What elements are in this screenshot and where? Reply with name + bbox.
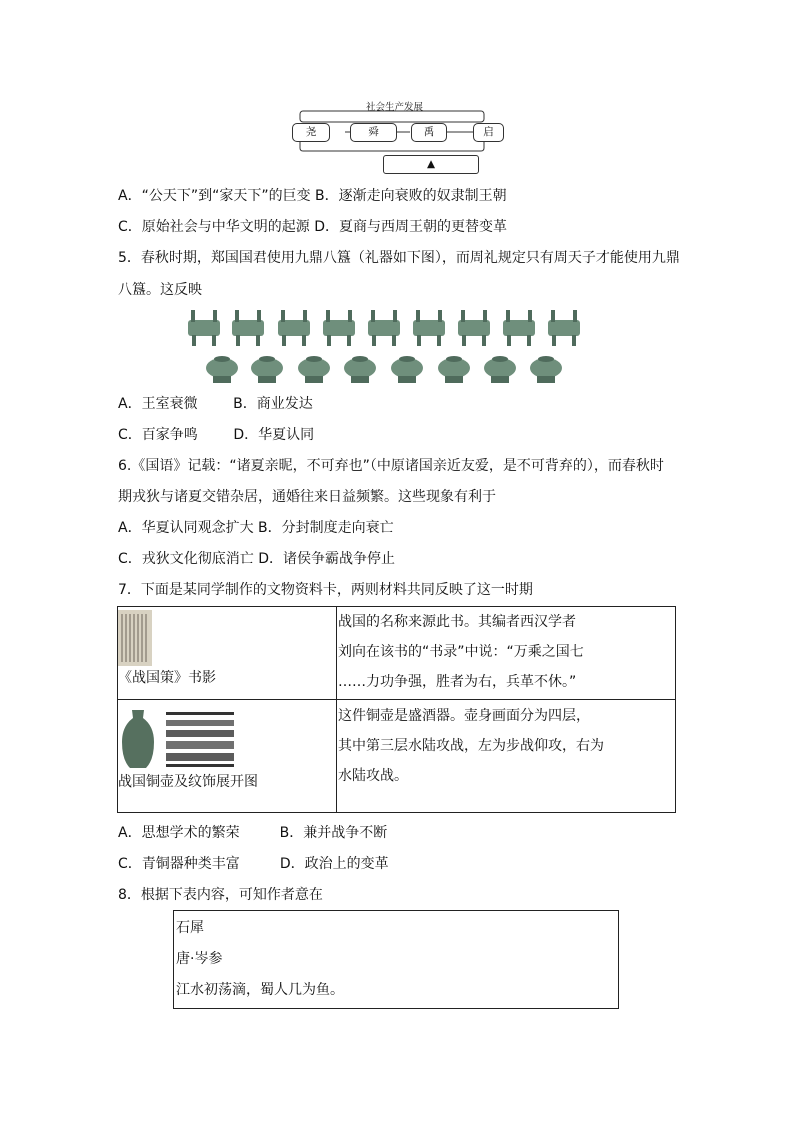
book-page-image (118, 610, 152, 666)
diagram-box-yu: 禹 (411, 123, 447, 142)
poem-title: 石犀 (176, 920, 204, 936)
q7-stem: 7．下面是某同学制作的文物资料卡，两则材料共同反映了这一时期 (118, 582, 533, 598)
poem-line: 江水初荡滴，蜀人几为鱼。 (176, 982, 344, 998)
q6-stem-line2: 期戎狄与诸夏交错杂居，通婚往来日益频繁。这些现象有利于 (118, 489, 496, 505)
q4-options-line2: C．原始社会与中华文明的起源 D．夏商与西周王朝的更替变革 (118, 219, 508, 235)
q6-stem-line1: 6.《国语》记载：“诸夏亲昵，不可弃也”（中原诸国亲近友爱，是不可背弃的），而春秋时 (118, 458, 664, 474)
gui-row (206, 356, 562, 383)
diagram-box-shun: 舜 (350, 123, 397, 142)
bronze-hu-image (120, 708, 238, 770)
q7-options-line2: C．青铜器种类丰富 D．政治上的变革 (118, 856, 389, 872)
q4-diagram (290, 96, 505, 178)
poem-table (173, 910, 619, 1009)
table-row (118, 607, 676, 700)
card2-image-cell (118, 700, 337, 813)
ding-gui-image (184, 308, 594, 386)
q5-stem-line1: 5．春秋时期，郑国国君使用九鼎八簋（礼器如下图），而周礼规定只有周天子才能使用九鼎 (118, 250, 680, 266)
q7-options-line1: A．思想学术的繁荣 B．兼并战争不断 (118, 825, 388, 841)
q5-options-line1: A．王室衰微 B．商业发达 (118, 396, 313, 412)
diagram-title: 社会生产发展 (366, 102, 424, 113)
q8-stem: 8．根据下表内容，可知作者意在 (118, 887, 323, 903)
q6-options-line2: C．戎狄文化彻底消亡 D．诸侯争霸战争停止 (118, 551, 396, 567)
poem-author: 唐·岑参 (176, 951, 223, 967)
card1-text-line: ……力功争强，胜者为右，兵革不休。” (338, 674, 577, 690)
q6-options-line1: A．华夏认同观念扩大 B．分封制度走向衰亡 (118, 520, 394, 536)
card1-text-line: 刘向在该书的“书录”中说：“万乘之国七 (338, 644, 584, 660)
card2-text-line: 水陆攻战。 (338, 768, 408, 784)
card1-image-cell (118, 607, 337, 700)
card2-text-line: 其中第三层水陆攻战，左为步战仰攻，右为 (338, 738, 604, 754)
diagram-box-yao: 尧 (292, 123, 330, 142)
card2-caption: 战国铜壶及纹饰展开图 (118, 774, 258, 790)
diagram-blank-box: ▲ (383, 155, 479, 174)
q5-stem-line2: 八簋。这反映 (118, 282, 202, 298)
card1-caption: 《战国策》书影 (118, 670, 216, 686)
card1-text-line: 战国的名称来源此书。其编者西汉学者 (338, 614, 576, 630)
card1-text-cell (337, 607, 676, 700)
ding-row (188, 310, 580, 346)
card2-text-cell (337, 700, 676, 813)
diagram-box-qi: 启 (473, 123, 504, 142)
q4-options-line1: A．“公天下”到“家天下”的巨变 B．逐渐走向衰败的奴隶制王朝 (118, 188, 507, 204)
table-row (118, 700, 676, 813)
card2-text-line: 这件铜壶是盛酒器。壶身画面分为四层， (338, 708, 590, 724)
table-row (174, 911, 619, 1009)
artifact-cards-table (117, 606, 676, 813)
q5-options-line2: C．百家争鸣 D．华夏认同 (118, 427, 315, 443)
poem-cell (174, 911, 619, 1009)
